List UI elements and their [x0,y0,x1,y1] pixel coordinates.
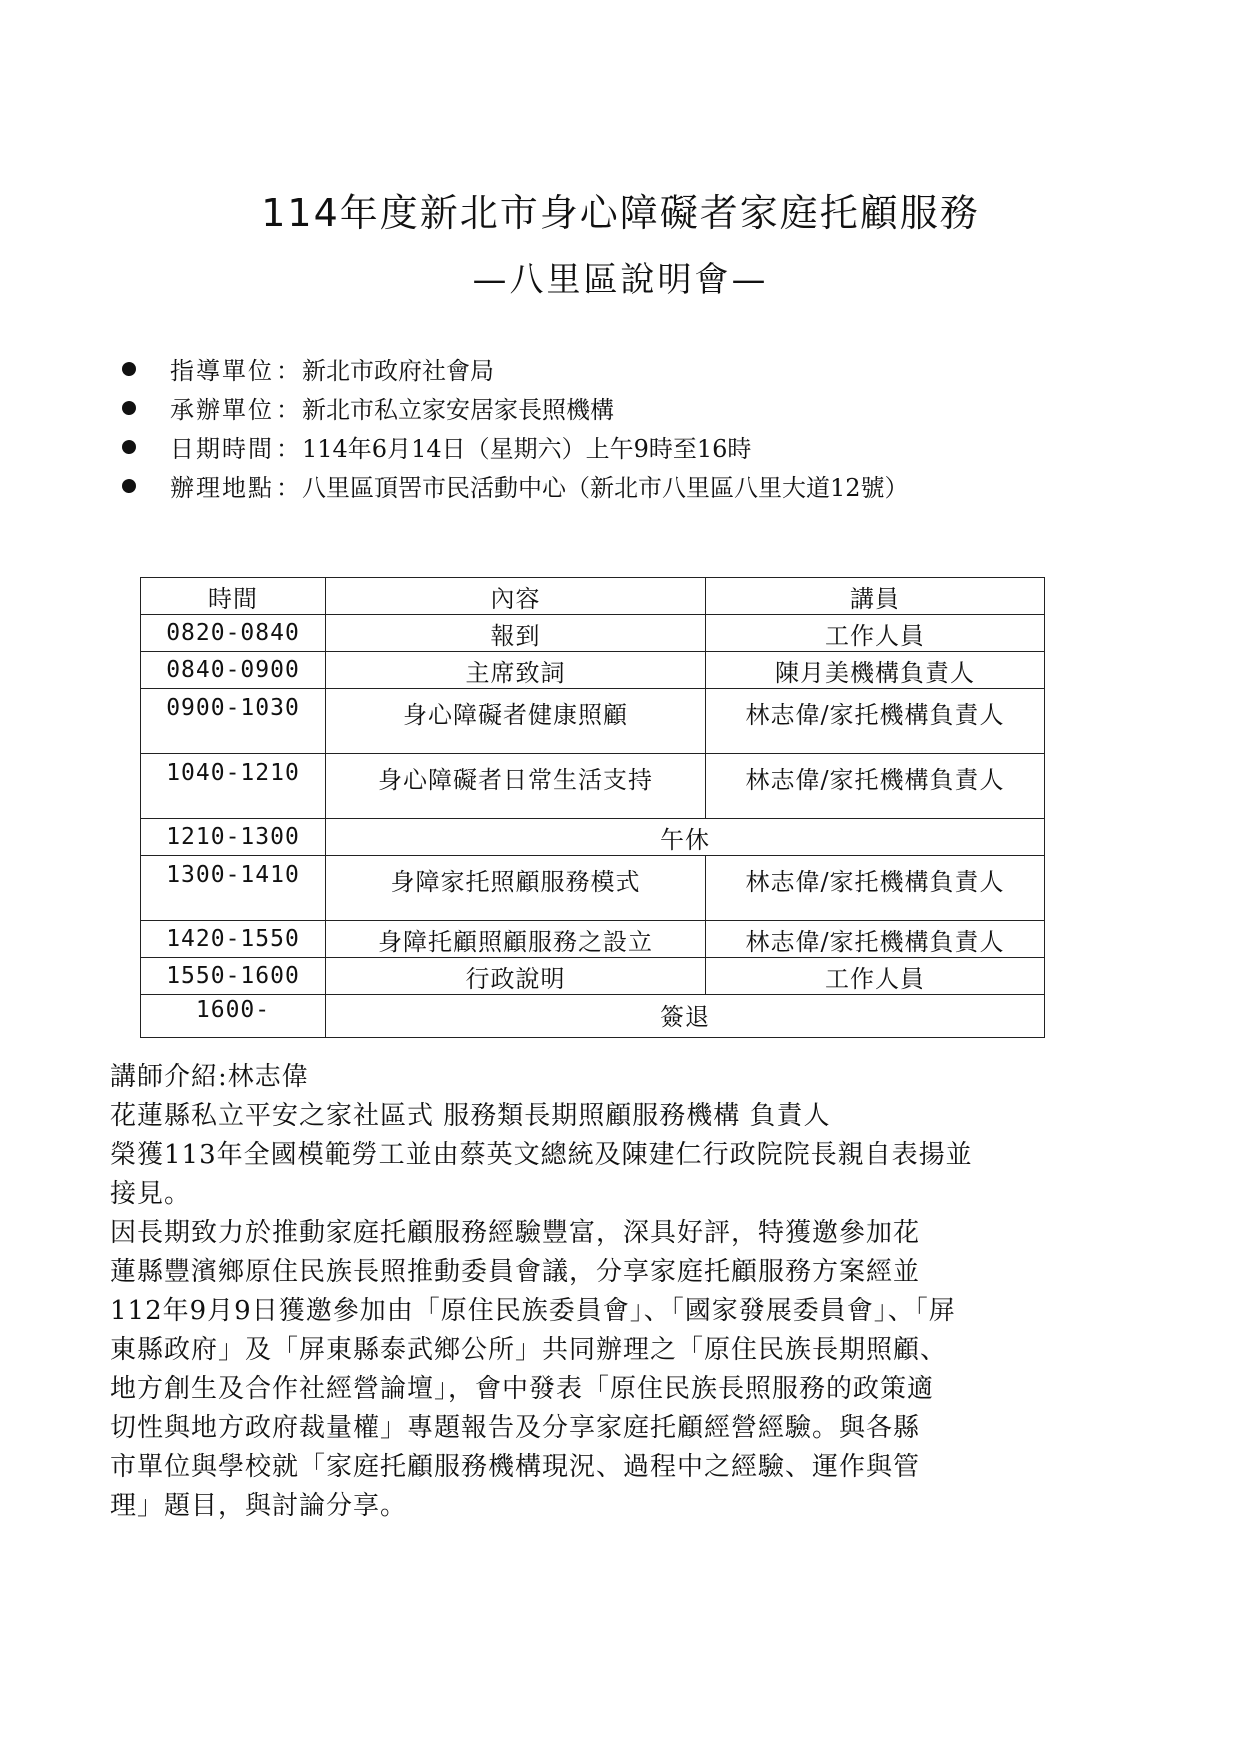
schedule-table [140,577,1045,1038]
info-item-datetime [110,428,909,465]
speaker-cell: 林志偉/家托機構負責人 [706,689,1045,754]
time-cell: 0840-0900 [141,652,326,689]
time-cell: 1420-1550 [141,921,326,958]
info-label: 承辦單位 [170,396,274,424]
intro-line: 112年9月9日獲邀參加由「原住民族委員會」、「國家發展委員會」、「屏 [110,1296,956,1326]
header-time: 時間 [141,578,326,615]
document-title: 114年度新北市身心障礙者家庭托顧服務 [261,191,980,235]
table-row [141,819,1045,856]
table-row [141,958,1045,995]
speaker-cell: 陳月美機構負責人 [706,652,1045,689]
info-value: 新北市私立家安居家長照機構 [302,396,614,424]
table-row [141,856,1045,921]
table-row [141,615,1045,652]
info-value: 114年6月14日（星期六）上午9時至16時 [302,435,752,463]
content-cell: 身障家托照顧服務模式 [326,856,706,921]
content-cell: 午休 [326,819,1045,856]
speaker-cell: 林志偉/家托機構負責人 [706,921,1045,958]
info-item-contractor [110,389,909,426]
intro-line: 講師介紹:林志偉 [110,1062,309,1092]
table-header-row [141,578,1045,615]
intro-line: 切性與地方政府裁量權」專題報告及分享家庭托顧經營經驗。與各縣 [110,1413,921,1443]
intro-line: 因長期致力於推動家庭托顧服務經驗豐富，深具好評，特獲邀參加花 [110,1218,921,1248]
info-value: 新北市政府社會局 [302,357,494,385]
content-cell: 身障托顧照顧服務之設立 [326,921,706,958]
content-cell: 簽退 [326,995,1045,1038]
table-row [141,652,1045,689]
table-row [141,921,1045,958]
intro-line: 接見。 [110,1179,192,1209]
speaker-cell: 工作人員 [706,615,1045,652]
time-cell: 1600- [141,995,326,1038]
info-separator: ： [276,474,300,502]
content-cell: 主席致詞 [326,652,706,689]
intro-line: 花蓮縣私立平安之家社區式 服務類長期照顧服務機構 負責人 [110,1101,831,1131]
header-speaker: 講員 [706,578,1045,615]
info-item-organizer [110,350,909,387]
speaker-cell: 林志偉/家托機構負責人 [706,856,1045,921]
info-separator: ： [276,357,300,385]
info-separator: ： [276,396,300,424]
speaker-cell: 林志偉/家托機構負責人 [706,754,1045,819]
info-list [110,350,909,506]
table-row [141,754,1045,819]
time-cell: 1300-1410 [141,856,326,921]
time-cell: 1550-1600 [141,958,326,995]
document-subtitle: —八里區說明會— [472,260,769,300]
bullet-icon [122,479,136,493]
intro-line: 東縣政府」及「屏東縣泰武鄉公所」共同辦理之「原住民族長期照顧、 [110,1335,948,1365]
intro-line: 理」題目，與討論分享。 [110,1491,408,1521]
time-cell: 0820-0840 [141,615,326,652]
info-separator: ： [276,435,300,463]
intro-line: 蓮縣豐濱鄉原住民族長照推動委員會議，分享家庭托顧服務方案經並 [110,1257,921,1287]
content-cell: 身心障礙者日常生活支持 [326,754,706,819]
intro-line: 地方創生及合作社經營論壇」，會中發表「原住民族長照服務的政策適 [110,1374,935,1404]
info-item-venue [110,467,909,504]
bullet-icon [122,440,136,454]
info-value: 八里區頂罟市民活動中心（新北市八里區八里大道12號） [302,474,909,502]
content-cell: 身心障礙者健康照顧 [326,689,706,754]
intro-line: 榮獲113年全國模範勞工並由蔡英文總統及陳建仁行政院院長親自表揚並 [110,1140,973,1170]
table-row [141,995,1045,1038]
bullet-icon [122,401,136,415]
time-cell: 0900-1030 [141,689,326,754]
table-row [141,689,1045,754]
content-cell: 行政說明 [326,958,706,995]
info-label: 指導單位 [170,357,274,385]
info-label: 辦理地點 [170,474,274,502]
time-cell: 1040-1210 [141,754,326,819]
time-cell: 1210-1300 [141,819,326,856]
content-cell: 報到 [326,615,706,652]
header-content: 內容 [326,578,706,615]
speaker-cell: 工作人員 [706,958,1045,995]
info-label: 日期時間 [170,435,274,463]
speaker-introduction [110,1058,1140,1526]
intro-line: 市單位與學校就「家庭托顧服務機構現況、過程中之經驗、運作與管 [110,1452,921,1482]
bullet-icon [122,362,136,376]
